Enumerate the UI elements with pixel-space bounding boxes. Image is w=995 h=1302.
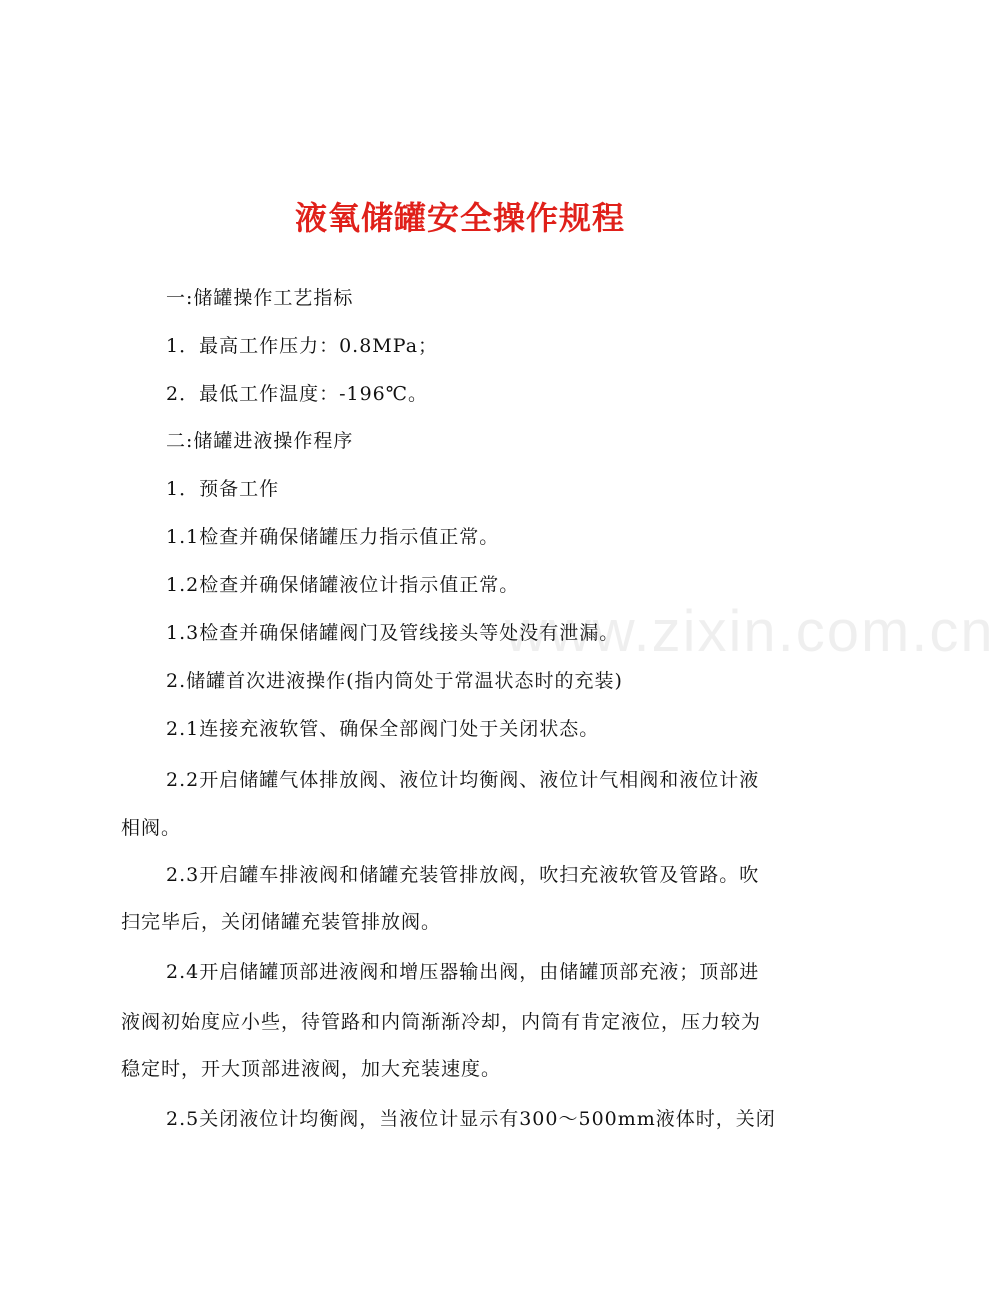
paragraph-line: 相阀。 — [121, 817, 182, 839]
paragraph-line: 2.储罐首次进液操作(指内筒处于常温状态时的充装) — [166, 670, 623, 692]
paragraph-line: 1.2检查并确保储罐液位计指示值正常。 — [166, 574, 520, 596]
paragraph-line: 2.2开启储罐气体排放阀、液位计均衡阀、液位计气相阀和液位计液 — [166, 769, 760, 791]
section-heading: 二:储罐进液操作程序 — [166, 430, 354, 452]
paragraph-line: 1.3检查并确保储罐阀门及管线接头等处没有泄漏。 — [166, 622, 620, 644]
paragraph-line: 1．最高工作压力：0.8MPa； — [166, 335, 439, 357]
paragraph-line: 1．预备工作 — [166, 478, 280, 500]
paragraph-line: 扫完毕后，关闭储罐充装管排放阀。 — [121, 911, 442, 933]
paragraph-line: 稳定时，开大顶部进液阀，加大充装速度。 — [121, 1058, 502, 1080]
paragraph-line: 2.3开启罐车排液阀和储罐充装管排放阀，吹扫充液软管及管路。吹 — [166, 864, 760, 886]
watermark: www.zixin.com.cn — [505, 599, 995, 664]
paragraph-line: 2.5关闭液位计均衡阀，当液位计显示有300～500mm液体时，关闭 — [166, 1108, 776, 1130]
paragraph-line: 液阀初始度应小些，待管路和内筒渐渐冷却，内筒有肯定液位，压力较为 — [121, 1011, 762, 1033]
page-title: 液氧储罐安全操作规程 — [294, 199, 625, 237]
paragraph-line: 1.1检查并确保储罐压力指示值正常。 — [166, 526, 500, 548]
paragraph-line: 2.1连接充液软管、确保全部阀门处于关闭状态。 — [166, 718, 600, 740]
section-heading: 一:储罐操作工艺指标 — [166, 287, 354, 309]
paragraph-line: 2.4开启储罐顶部进液阀和增压器输出阀，由储罐顶部充液；顶部进 — [166, 961, 760, 983]
paragraph-line: 2．最低工作温度：-196℃。 — [166, 383, 429, 405]
